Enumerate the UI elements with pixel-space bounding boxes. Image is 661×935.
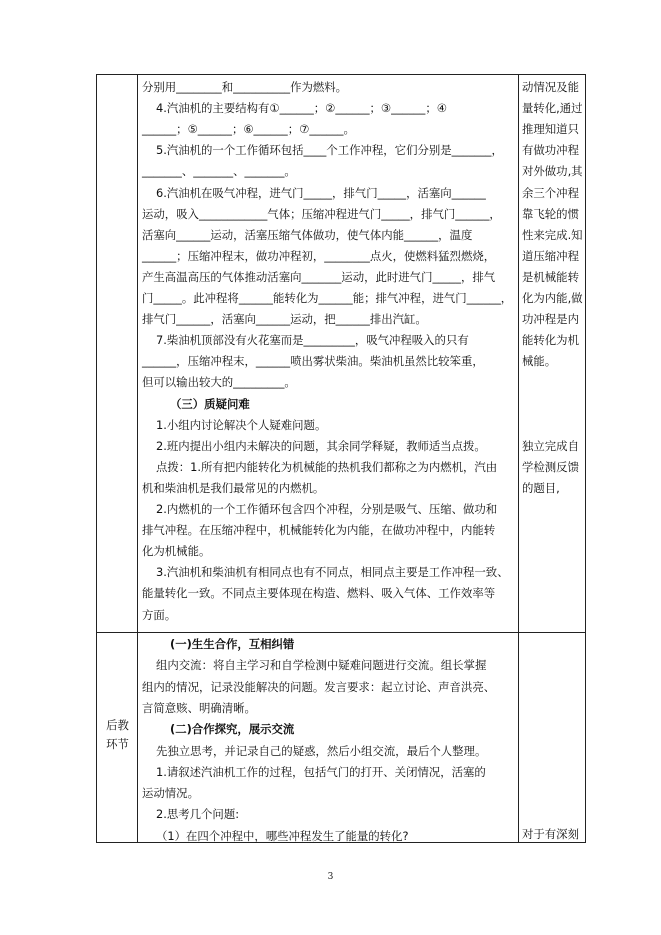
section2-text-line: （1）在四个冲程中，哪些冲程发生了能量的转化? (156, 828, 409, 843)
body-text-line: _______、_______、_______。 (142, 164, 296, 179)
note-line: 械能。 (522, 354, 557, 369)
body-text-line: 产生高温高压的气体推动活塞向_______运动，此时进气门_____，排气 (142, 269, 496, 284)
body-text-line: 2.内燃机的一个工作循环包含四个冲程，分别是吸气、压缩、做功和 (156, 502, 498, 516)
section2-text-line: (一)生生合作，互相纠错 (170, 637, 295, 651)
section2-text-line: 1.请叙述汽油机工作的过程，包括气门的打开、关闭情况，活塞的 (156, 764, 486, 779)
note-line: 有做功冲程 (522, 143, 579, 158)
note-line: 余三个冲程 (522, 185, 579, 200)
body-text-line: 4.汽油机的主要结构有①______；②______；③______；④ (156, 101, 447, 116)
body-text-line: 排气冲程。在压缩冲程中，机械能转化为内能，在做功冲程中，内能转 (142, 523, 496, 538)
note-line: 能转化为机 (522, 333, 579, 348)
body-text-line: 点拨：1.所有把内能转化为机械能的热机我们都称之为内燃机，汽由 (156, 459, 498, 474)
body-text-line: 2.班内提出小组内未解决的问题，其余同学释疑，教师适当点拨。 (156, 438, 486, 453)
note-line: 动情况及能 (522, 80, 579, 94)
note-line: 道压缩冲程 (522, 248, 579, 263)
note-line: 对外做功,其 (522, 164, 583, 179)
section-label-line-1: 后教 (106, 718, 129, 732)
body-text-line: 3.汽油机和柴油机有相同点也有不同点，相同点主要是工作冲程一致、 (156, 565, 509, 580)
section2-text-line: 言简意赅、明确清晰。 (142, 700, 256, 715)
note-line: 是机械能转 (522, 269, 579, 284)
note-line: 学检测反馈 (522, 459, 579, 474)
body-text-line: ______；压缩冲程末，做功冲程初，________点火，使燃料猛烈燃烧， (142, 248, 496, 263)
note-line: 性来完成.知 (522, 227, 583, 242)
section2-text-line: 运动情况。 (142, 786, 199, 801)
body-text-line: （三）质疑问难 (170, 396, 250, 411)
body-text-line: 分别用________和__________作为燃料。 (142, 80, 348, 94)
note-line: 推理知道只 (522, 122, 579, 137)
note-line: 独立完成自 (522, 438, 579, 453)
body-text-line: 5.汽油机的一个工作循环包括____个工作冲程，它们分别是_______， (156, 143, 503, 158)
page-number: 3 (327, 872, 334, 882)
section2-text-line: 先独立思考，并记录自己的疑惑，然后小组交流，最后个人整理。 (156, 743, 487, 758)
section2-text-line: (二)合作探究，展示交流 (170, 722, 295, 737)
body-text-line: 但可以输出较大的_________。 (142, 375, 296, 390)
row-divider (97, 632, 585, 633)
body-text-line: 运动，吸入____________气体；压缩冲程进气门_____，排气门______， (142, 206, 501, 221)
section2-text-line: 2.思考几个问题: (156, 807, 240, 822)
section2-text-line: 组内交流：将自主学习和自学检测中疑难问题进行交流。组长掌握 (156, 658, 487, 673)
note-line: 功冲程是内 (522, 312, 579, 327)
body-text-line: 7.柴油机顶部没有火花塞而是_________，吸气冲程吸入的只有 (156, 333, 469, 348)
body-text-line: 机和柴油机是我们最常见的内燃机。 (142, 480, 325, 495)
body-text-line: 活塞向______运动，活塞压缩气体做功，使气体内能______，温度 (142, 227, 473, 242)
body-text-line: 能量转化一致。不同点主要体现在构造、燃料、吸入气体、工作效率等 (142, 586, 496, 601)
section-label-line-2: 环节 (106, 737, 129, 751)
note-line: 量转化,通过 (522, 101, 583, 116)
note-line: 的题目, (522, 480, 560, 495)
body-text-line: 1.小组内讨论解决个人疑难问题。 (156, 417, 327, 432)
body-text-line: ______，压缩冲程末，______喷出雾状柴油。柴油机虽然比较笨重， (142, 354, 484, 369)
body-text-line: 方面。 (142, 607, 177, 622)
lesson-table (96, 74, 586, 843)
section2-right-note: 对于有深刻 (522, 827, 579, 841)
body-text-line: 排气门______，活塞向______运动，把______排出汽缸。 (142, 312, 427, 327)
body-text-line: 化为机械能。 (142, 544, 211, 559)
note-line: 靠飞轮的惯 (522, 206, 579, 221)
body-text-line: 门_____。此冲程将______能转化为______能；排气冲程，进气门______， (142, 291, 513, 305)
body-text-line: 6.汽油机在吸气冲程，进气门_____，排气门_____，活塞向______ (156, 185, 486, 200)
section2-text-line: 组内的情况，记录没能解决的问题。发言要求：起立讨论、声音洪亮、 (142, 679, 496, 694)
body-text-line: ______；⑤______；⑥______；⑦______。 (142, 122, 355, 137)
note-line: 化为内能,做 (522, 291, 583, 305)
col-divider-right (518, 75, 519, 842)
